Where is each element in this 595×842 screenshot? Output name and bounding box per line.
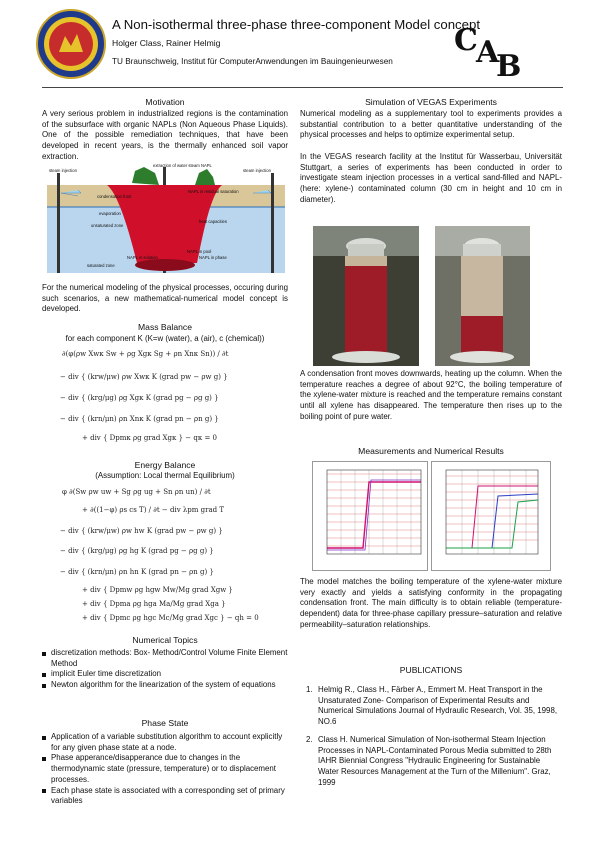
measurements-text: The model matches the boiling temperature of the xylene-water mixture very exactly and yields a satisfying conformity in the propagating condensation front. The main difficulty is to obtain reliable (temperature-dependent) data for three-phase capillary pressure–saturation and relative permeability–saturation relationships. [300,577,562,629]
mass-balance-eq-2: − div { (krw/μw) ρw Xwκ K (grad pw − ρw g) } [60,373,228,381]
energy-balance-subtitle: (Assumption: Local thermal Equilibrium) [95,471,235,480]
svg-text:condensation front: condensation front [97,194,132,199]
poster-title: A Non-isothermal three-phase three-component Model concept [112,17,480,32]
mass-balance-eq-4: − div { (krn/μn) ρn Xnκ K (grad pn − ρn g) } [60,415,219,423]
mass-balance-subtitle: for each component K (K=w (water), a (air), c (chemical)) [65,334,265,343]
svg-text:NAPL in phase: NAPL in phase [199,255,227,260]
svg-text:A: A [476,35,500,70]
publication-item [300,735,562,789]
header-divider [42,87,563,88]
svg-text:unsaturated zone: unsaturated zone [91,223,124,228]
svg-text:B: B [496,49,522,80]
svg-text:C: C [454,23,478,58]
numerical-topics-list [42,648,288,691]
mass-balance-eq-5: + div { Dpmκ ρg grad Xgκ } − qκ = 0 [82,434,217,442]
svg-text:NAPL in residual saturation: NAPL in residual saturation [188,189,239,194]
publications-heading: PUBLICATIONS [399,665,463,675]
publication-item [300,685,562,728]
svg-text:NAPL in solution: NAPL in solution [127,255,158,260]
column-photo-before [313,226,419,366]
motivation-conclusion: For the numerical modeling of the physical processes, occuring during such scenarios, a new mathematical-numerical model concept is developed. [42,283,288,314]
simulation-paragraph-3: A condensation front moves downwards, heating up the column. When the temperature reaches a degree of about 92°C, the boiling temperature of the xylene-water mixture is reached and the temperature remains constant until all xylene has disappeared. The temperature then rises up to the boiling point of pure water. [300,369,562,421]
svg-text:evaporation: evaporation [99,211,121,216]
publication-text: Helmig R., Class H., Färber A., Emmert M. Heat Transport in the Unsaturated Zone- Comparison of Experimental Results and Numerical Simulations Journal of Hydraulic Research, Vol. 35, 1998, NO.6 [318,685,558,727]
simulation-paragraph-1: Numerical modeling as a supplementary tool to experiments provides a substantial contribution to a better quantitative understanding of the physical processes and helps to optimize experimental setup. [300,109,562,140]
numerical-topics-heading: Numerical Topics [132,635,198,645]
energy-balance-eq-4: − div { (krg/μg) ρg hg K (grad pg − ρg g) } [60,547,214,555]
column-photo-after [435,226,530,366]
measurements-heading: Measurements and Numerical Results [358,446,504,456]
simulation-heading: Simulation of VEGAS Experiments [365,97,497,107]
publication-text: Class H. Numerical Simulation of Non-isothermal Steam Injection Processes in NAPL-Contaminated Porous Media submitted to 28th IAHR Biennial Congress "Hydraulic Engineering for Sustainable Water Resources Management at the Turn of the Millenium". Graz, 1999 [318,734,552,787]
energy-balance-eq-2: + ∂((1−φ) ρs cs T) / ∂t − div λpm grad T [82,506,225,514]
list-item: implicit Euler time discretization [42,669,288,680]
energy-balance-eq-8: + div { Dpmc ρg hgc Mc/Mg grad Xgc } − qh = 0 [82,614,259,622]
simulation-paragraph-2: In the VEGAS research facility at the Institut für Wasserbau, Universität Stuttgart, a series of experiments has been conducted in order to investigate steam injection processes in a vertical sand-filled and NAPL- (here: xylene-) contaminated column (30 cm in height and 10 cm in diameter). [300,152,562,204]
publication-number: 2. [306,734,313,744]
university-seal-logo [35,8,107,80]
cab-logo [452,22,526,80]
motivation-heading: Motivation [145,97,185,107]
list-item: Phase apperance/disapperance due to changes in the thermodynamic state (pressure, temperature) or to displacement processes. [42,753,288,785]
svg-text:NAPL in pool: NAPL in pool [187,249,212,254]
boiling-temperature-plot-left [312,461,428,571]
boiling-temperature-plot-right [431,461,551,571]
phase-state-list [42,732,288,807]
motivation-text: A very serious problem in industrialized regions is the contamination of the subsurface with organic NAPLs (Non Aqueous Phase Liquids). One of the possible remediation techniques, that have been developed in recent years, is the thermally enhanced soil vapor extraction. [42,109,288,161]
remediation-schematic-figure [47,163,285,277]
energy-balance-eq-3: − div { (krw/μw) ρw hw K (grad pw − ρw g) } [60,527,223,535]
publication-number: 1. [306,685,313,694]
authors: Holger Class, Rainer Helmig [112,38,221,48]
energy-balance-eq-1: φ ∂(Sw ρw uw + Sg ρg ug + Sn ρn un) / ∂t [62,488,211,496]
mass-balance-heading: Mass Balance [138,322,192,332]
list-item: discretization methods: Box- Method/Control Volume Finite Element Method [42,648,288,669]
svg-text:steam injection: steam injection [243,168,271,173]
svg-text:extraction of water steam NAPL: extraction of water steam NAPL [153,163,212,168]
mass-balance-eq-3: − div { (krg/μg) ρg Xgκ K (grad pg − ρg g) } [60,394,219,402]
svg-text:saturated zone: saturated zone [87,263,115,268]
list-item: Newton algorithm for the linearization of the system of equations [42,680,288,691]
svg-text:steam injection: steam injection [49,168,77,173]
publications-list [300,685,562,795]
energy-balance-heading: Energy Balance [134,460,196,470]
affiliation: TU Braunschweig, Institut für ComputerAnwendungen im Bauingenieurwesen [112,57,393,66]
svg-text:heat capacities: heat capacities [199,219,227,224]
energy-balance-eq-5: − div { (krn/μn) ρn hn K (grad pn − ρn g) } [60,568,214,576]
list-item: Each phase state is associated with a corresponding set of primary variables [42,786,288,807]
energy-balance-eq-7: + div { Dpma ρg hga Ma/Mg grad Xga } [82,600,226,608]
mass-balance-eq-1: ∂(φ(ρw Xwκ Sw + ρg Xgκ Sg + ρn Xnκ Sn)) / ∂t [62,350,229,358]
list-item: Application of a variable substitution algorithm to account explicitly for any given phase state at a node. [42,732,288,753]
energy-balance-eq-6: + div { Dpmw ρg hgw Mw/Mg grad Xgw } [82,586,233,594]
phase-state-heading: Phase State [141,718,189,728]
